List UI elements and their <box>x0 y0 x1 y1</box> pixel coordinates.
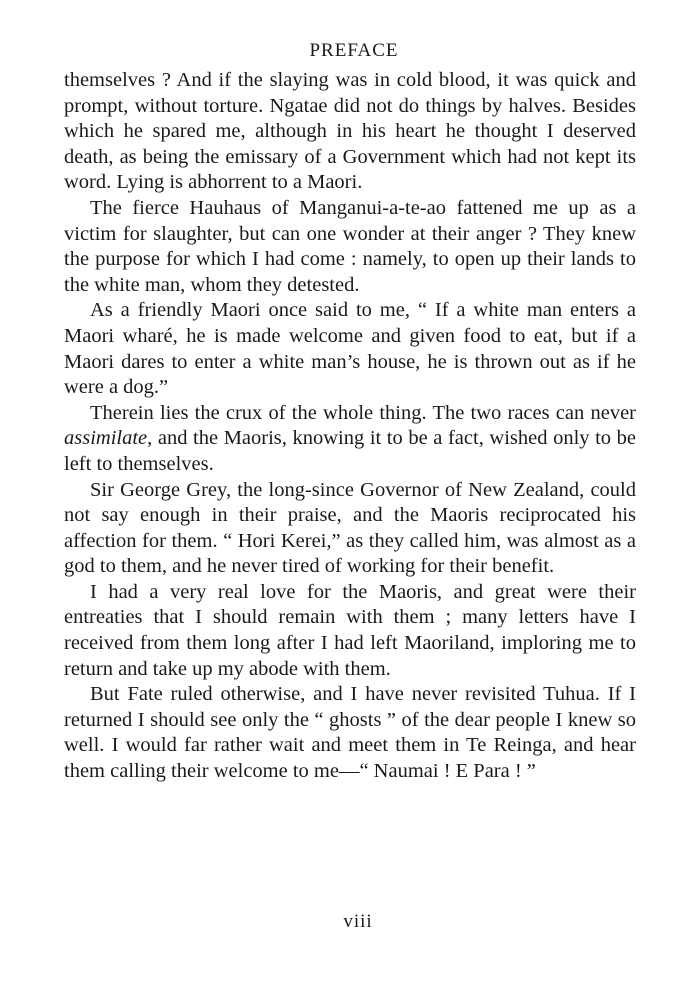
running-head: PREFACE <box>309 40 399 61</box>
book-page <box>64 38 636 932</box>
paragraph-1: themselves ? And if the slaying was in cold blood, it was quick and prompt, without torture. Ngatae did not do things by halves. Besides which he spared me, although in his heart he thought I deserved death, as being the emissary of a Government which had not kept its word. Lying is abhorrent to a Maori. <box>64 69 636 194</box>
paragraph-3: As a friendly Maori once said to me, “ If a white man enters a Maori wharé, he is made welcome and given food to eat, but if a Maori dares to enter a white man’s house, he is thrown out as if he were a dog.” <box>64 299 636 399</box>
paragraph-5: Sir George Grey, the long-since Governor of New Zealand, could not say enough in their praise, and the Maoris reciprocated his affection for them. “ Hori Kerei,” as they called him, was almost as a god to them, and he never tired of working for their benefit. <box>64 478 636 578</box>
paragraph-7: But Fate ruled otherwise, and I have never revisited Tuhua. If I returned I should see only the “ ghosts ” of the dear people I knew so well. I would far rather wait and meet them in Te Reinga, and hear them calling their welcome to me—“ Naumai ! E Para ! ” <box>64 683 636 783</box>
paragraph-6: I had a very real love for the Maoris, and great were their entreaties that I should remain with them ; many letters have I received from them long after I had left Maoriland, imploring me to return and take up my abode with them. <box>64 580 636 680</box>
paragraph-2: The fierce Hauhaus of Manganui-a-te-ao fattened me up as a victim for slaughter, but can one wonder at their anger ? They knew the purpose for which I had come : namely, to open up their lands to the white man, whom they detested. <box>64 196 636 296</box>
paragraph-4-emphasis: assimilate <box>64 427 148 450</box>
paragraph-4-text-after: , and the Maoris, knowing it to be a fact, wished only to be left to themselves. <box>64 427 636 475</box>
paragraph-4 <box>64 401 636 478</box>
page-number: viii <box>343 911 373 932</box>
paragraph-4-text-before: Therein lies the crux of the whole thing. The two races can never <box>90 401 636 424</box>
